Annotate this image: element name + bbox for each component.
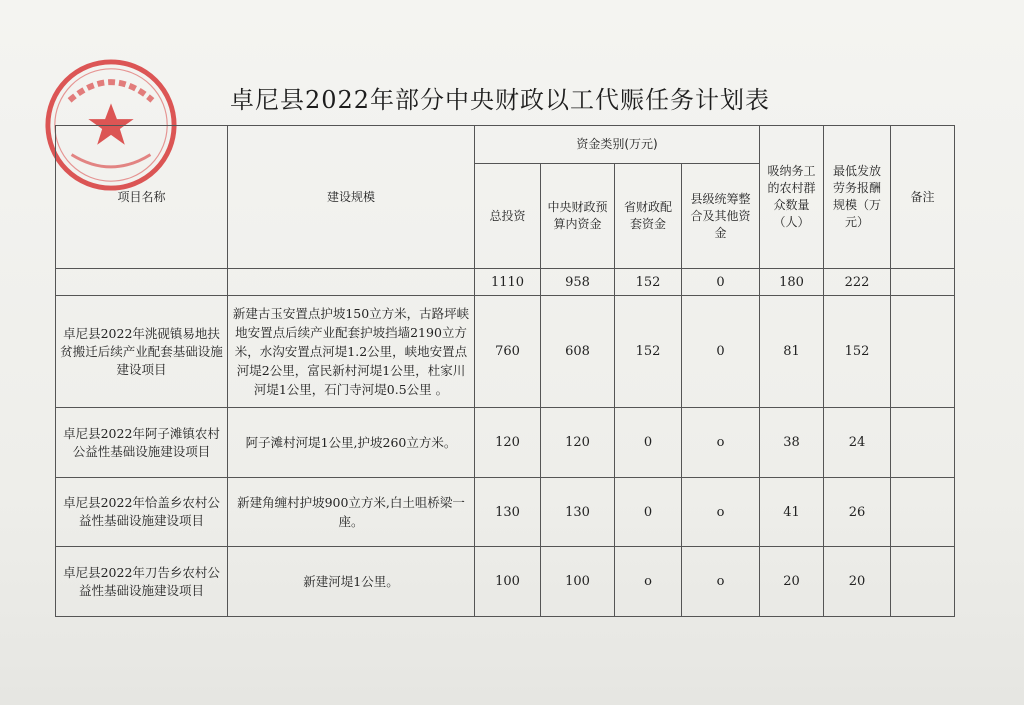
- row-total: 100: [475, 547, 541, 617]
- row-scale: 新建角缠村护坡900立方米,白土咀桥梁一座。: [228, 478, 475, 547]
- row-central: 130: [541, 478, 615, 547]
- totals-central: 958: [541, 269, 615, 296]
- row-county: o: [682, 478, 760, 547]
- table-row: [56, 478, 955, 547]
- row-workers: 20: [760, 547, 824, 617]
- header-notes: 备注: [891, 126, 955, 269]
- totals-wages: 222: [824, 269, 891, 296]
- row-notes: [891, 296, 955, 408]
- row-notes: [891, 478, 955, 547]
- header-scale: 建设规模: [228, 126, 475, 269]
- header-provincial: 省财政配套资金: [615, 164, 682, 269]
- row-wages: 20: [824, 547, 891, 617]
- row-total: 130: [475, 478, 541, 547]
- totals-scale: [228, 269, 475, 296]
- header-wages: 最低发放劳务报酬规模（万元）: [824, 126, 891, 269]
- totals-total: 1110: [475, 269, 541, 296]
- totals-workers: 180: [760, 269, 824, 296]
- header-central: 中央财政预算内资金: [541, 164, 615, 269]
- row-wages: 26: [824, 478, 891, 547]
- header-project-name: 项目名称: [56, 126, 228, 269]
- row-notes: [891, 547, 955, 617]
- row-scale: 阿子滩村河堤1公里,护坡260立方米。: [228, 408, 475, 478]
- row-workers: 38: [760, 408, 824, 478]
- row-central: 120: [541, 408, 615, 478]
- row-county: o: [682, 408, 760, 478]
- totals-row: [56, 269, 955, 296]
- row-provincial: 152: [615, 296, 682, 408]
- page-title: 卓尼县2022年部分中央财政以工代赈任务计划表: [229, 86, 771, 114]
- row-central: 608: [541, 296, 615, 408]
- totals-notes: [891, 269, 955, 296]
- row-wages: 24: [824, 408, 891, 478]
- totals-county: 0: [682, 269, 760, 296]
- row-project-name: 卓尼县2022年恰盖乡农村公益性基础设施建设项目: [56, 478, 228, 547]
- row-provincial: o: [615, 547, 682, 617]
- row-project-name: 卓尼县2022年阿子滩镇农村公益性基础设施建设项目: [56, 408, 228, 478]
- row-wages: 152: [824, 296, 891, 408]
- row-workers: 41: [760, 478, 824, 547]
- task-plan-table: [55, 125, 955, 617]
- row-project-name: 卓尼县2022年洮砚镇易地扶贫搬迁后续产业配套基础设施建设项目: [56, 296, 228, 408]
- totals-name: [56, 269, 228, 296]
- row-provincial: 0: [615, 478, 682, 547]
- row-total: 120: [475, 408, 541, 478]
- row-total: 760: [475, 296, 541, 408]
- header-workers: 吸纳务工的农村群众数量（人）: [760, 126, 824, 269]
- totals-provincial: 152: [615, 269, 682, 296]
- row-workers: 81: [760, 296, 824, 408]
- row-county: 0: [682, 296, 760, 408]
- table-row: [56, 547, 955, 617]
- table-row: [56, 408, 955, 478]
- row-central: 100: [541, 547, 615, 617]
- header-total: 总投资: [475, 164, 541, 269]
- table-row: [56, 296, 955, 408]
- header-row-1: [56, 126, 955, 164]
- header-county: 县级统筹整合及其他资金: [682, 164, 760, 269]
- row-notes: [891, 408, 955, 478]
- row-provincial: 0: [615, 408, 682, 478]
- row-scale: 新建古玉安置点护坡150立方米，古路坪峡地安置点后续产业配套护坡挡墙2190立方米，水沟安置点河堤1.2公里，峡地安置点河堤2公里，富民新村河堤1公里，杜家川河堤1公里，石门寺河堤0.5公里 。: [228, 296, 475, 408]
- row-project-name: 卓尼县2022年刀告乡农村公益性基础设施建设项目: [56, 547, 228, 617]
- row-scale: 新建河堤1公里。: [228, 547, 475, 617]
- row-county: o: [682, 547, 760, 617]
- header-fund-category: 资金类别(万元): [475, 126, 760, 164]
